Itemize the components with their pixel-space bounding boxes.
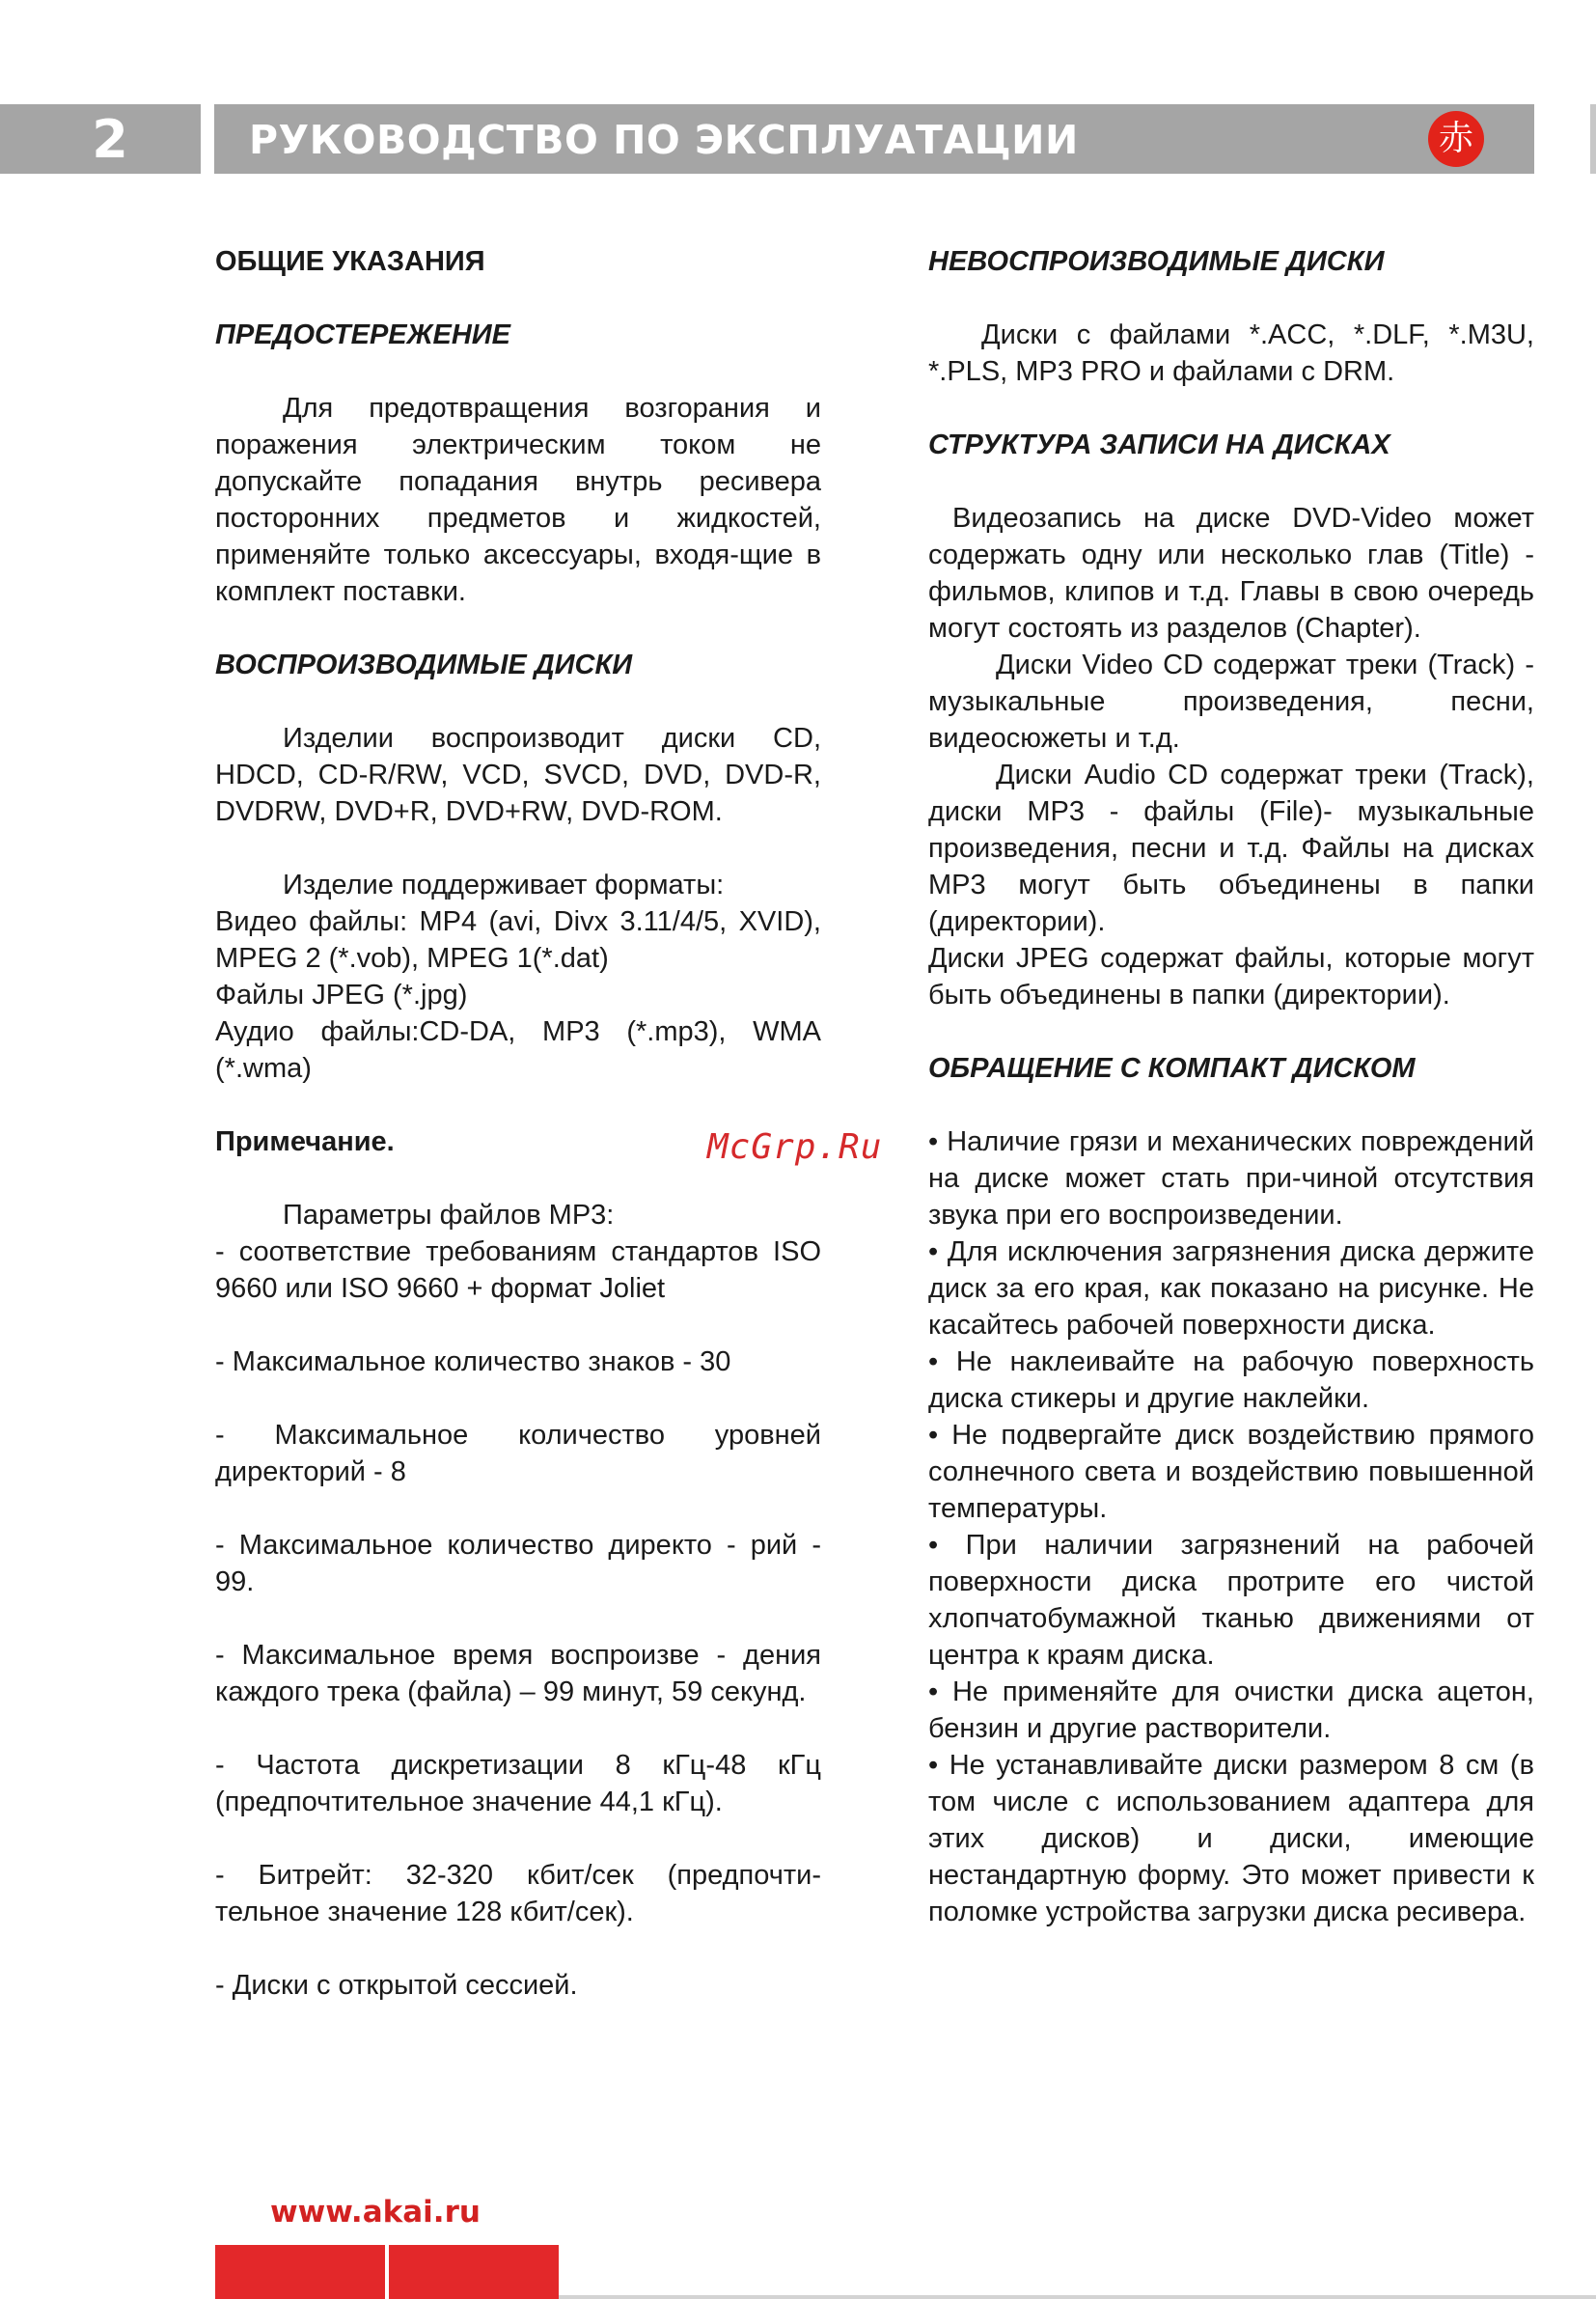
formats-jpeg: Файлы JPEG (*.jpg) [215, 980, 468, 1011]
footer-divider [385, 2245, 389, 2299]
footer-accent-block [215, 2245, 559, 2299]
formats-video: Видео файлы: MP4 (avi, Divx 3.11/4/5, XVID), MPEG 2 (*.vob), MPEG 1(*.dat) [215, 906, 821, 974]
playable-text: Изделии воспроизводит диски CD, HDCD, CD-R/RW, VCD, SVCD, DVD, DVD-R, DVDRW, DVD+R, DVD+RW, DVD-ROM. [215, 723, 821, 827]
mp3-standard: - соответствие требованиям стандартов ISO 9660 или ISO 9660 + формат Joliet [215, 1236, 821, 1304]
mp3-item: - Частота дискретизации 8 кГц-48 кГц (предпочтительное значение 44,1 кГц). [215, 1750, 821, 1817]
formats-intro: Изделие поддерживает форматы: [283, 870, 725, 900]
footer-rule [559, 2295, 1596, 2299]
formats-audio: Аудио файлы:CD-DA, MP3 (*.mp3), WMA (*.wma) [215, 1016, 821, 1084]
unplayable-heading: НЕВОСПРОИЗВОДИМЫЕ ДИСКИ [928, 246, 1385, 277]
note-heading: Примечание. [215, 1126, 395, 1157]
right-column [928, 243, 1534, 1930]
mp3-item: - Максимальное время воспроизве - дения каждого трека (файла) – 99 минут, 59 секунд. [215, 1640, 821, 1707]
brand-logo-icon: 赤 [1428, 111, 1484, 167]
mp3-intro: Параметры файлов MP3: [283, 1200, 615, 1231]
handling-bullet: • При наличии загрязнений на рабочей поверхности диска протрите его чистой хлопчатобумажной тканью движениями от центра к краям диска. [928, 1530, 1534, 1671]
structure-jpeg: Диски JPEG содержат файлы, которые могут быть объединены в папки (директории). [928, 943, 1534, 1011]
page-title: РУКОВОДСТВО ПО ЭКСПЛУАТАЦИИ [249, 117, 1079, 163]
unplayable-text: Диски с файлами *.ACC, *.DLF, *.M3U, *.PLS, MP3 PRO и файлами с DRM. [928, 319, 1534, 387]
handling-bullet: • Наличие грязи и механических повреждений на диске может стать при-чиной отсутствия звука при его воспроизведении. [928, 1126, 1534, 1231]
handling-bullet: • Не устанавливайте диски размером 8 см (в том числе с использованием адаптера для этих дисков) и диски, имеющие нестандартную форму. Это может привести к поломке устройства загрузки диска ресивера. [928, 1750, 1534, 1927]
playable-heading: ВОСПРОИЗВОДИМЫЕ ДИСКИ [215, 650, 633, 680]
handling-bullet: • Не подвергайте диск воздействию прямого солнечного света и воздействию повышенной температуры. [928, 1420, 1534, 1524]
handling-bullet: • Не наклеивайте на рабочую поверхность диска стикеры и другие наклейки. [928, 1346, 1534, 1414]
page-number: 2 [0, 104, 201, 174]
warning-text: Для предотвращения возгорания и поражения электрическим током не допускайте попадания внутрь ресивера посторонних предметов и жидкостей, применяйте только аксессуары, входя-щие в комплект поставки. [215, 393, 821, 607]
website-link[interactable]: www.akai.ru [270, 2195, 481, 2230]
header-bar [214, 104, 1534, 174]
mp3-item: - Битрейт: 32-320 кбит/сек (предпочти-тельное значение 128 кбит/сек). [215, 1860, 821, 1927]
handling-bullet: • Не применяйте для очистки диска ацетон, бензин и другие растворители. [928, 1676, 1534, 1744]
handling-bullet: • Для исключения загрязнения диска держите диск за его края, как показано на рисунке. Не касайтесь рабочей поверхности диска. [928, 1236, 1534, 1341]
mp3-item: - Максимальное количество директо - рий - 99. [215, 1530, 821, 1597]
structure-dvd: Видеозапись на диске DVD-Video может содержать одну или несколько глав (Title) - фильмов, клипов и т.д. Главы в свою очередь могут состоять из разделов (Chapter). [928, 503, 1534, 644]
handling-heading: ОБРАЩЕНИЕ С КОМПАКТ ДИСКОМ [928, 1053, 1416, 1084]
structure-heading: СТРУКТУРА ЗАПИСИ НА ДИСКАХ [928, 429, 1390, 460]
left-column [215, 243, 821, 2004]
header-edge [1590, 104, 1596, 174]
mp3-item: - Максимальное количество уровней директорий - 8 [215, 1420, 821, 1487]
warning-heading: ПРЕДОСТЕРЕЖЕНИЕ [215, 319, 511, 350]
structure-acd: Диски Audio CD содержат треки (Track), диски MP3 - файлы (File)- музыкальные произведения, песни и т.д. Файлы на дисках MP3 могут быть объединены в папки (директории). [928, 760, 1534, 937]
section-title: ОБЩИЕ УКАЗАНИЯ [215, 246, 485, 277]
mp3-item: - Диски с открытой сессией. [215, 1970, 578, 2001]
structure-vcd: Диски Video CD содержат треки (Track) - музыкальные произведения, песни, видеосюжеты и т.д. [928, 650, 1534, 754]
mp3-item: - Максимальное количество знаков - 30 [215, 1346, 731, 1377]
watermark: McGrp.Ru [707, 1127, 883, 1167]
